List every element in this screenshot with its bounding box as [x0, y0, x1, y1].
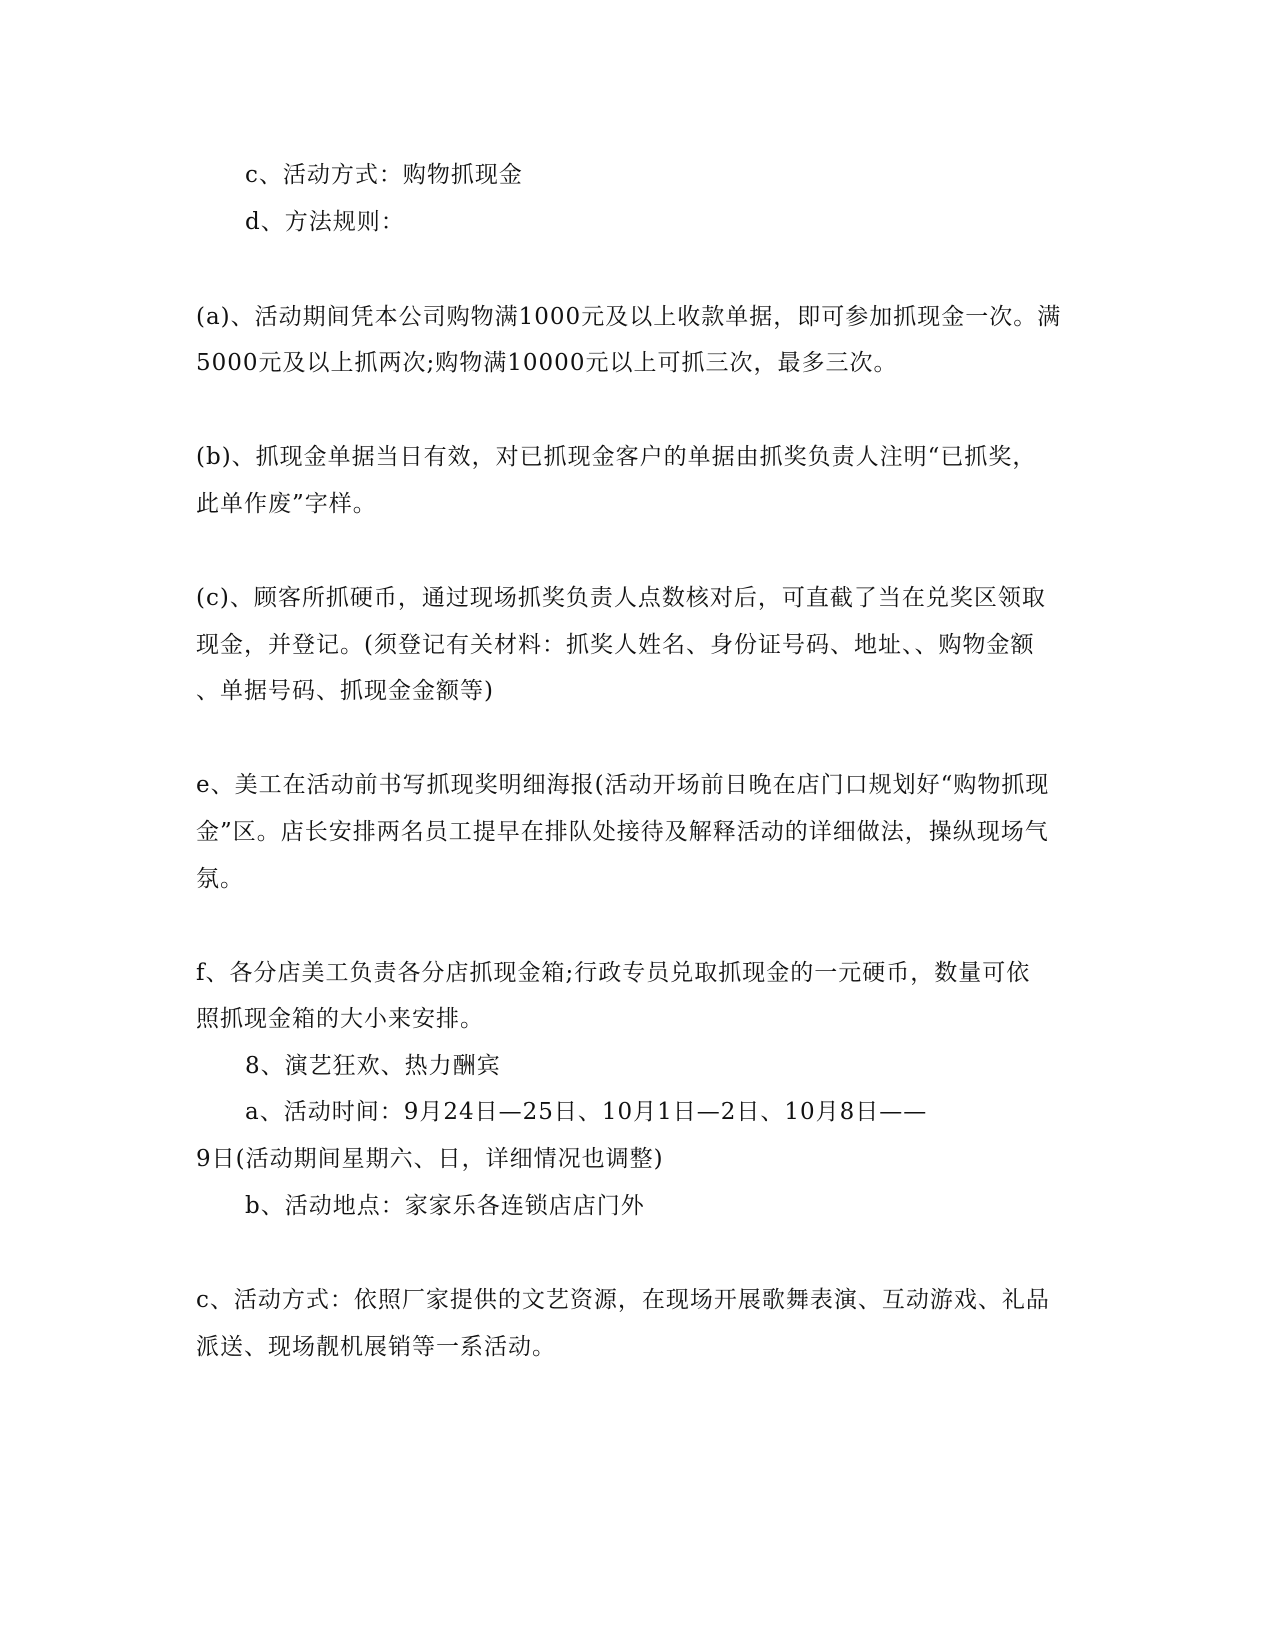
text-line-f-1: f、各分店美工负责各分店抓现金箱;行政专员兑取抓现金的一元硬币，数量可依: [196, 960, 1031, 986]
text-line-8-a2: 9日(活动期间星期六、日，详细情况也调整): [196, 1146, 664, 1172]
text-line-d-rules: d、方法规则：: [245, 209, 405, 235]
text-line-a-2: 5000元及以上抓两次;购物满10000元以上可抓三次，最多三次。: [196, 350, 898, 376]
text-line-c-method: c、活动方式：购物抓现金: [245, 162, 523, 188]
text-line-8-a: a、活动时间：9月24日—25日、10月1日—2日、10月8日——: [245, 1099, 928, 1125]
text-line-e-1: e、美工在活动前书写抓现奖明细海报(活动开场前日晚在店门口规划好“购物抓现: [196, 772, 1050, 798]
text-line-f-2: 照抓现金箱的大小来安排。: [196, 1006, 484, 1032]
text-line-8-b: b、活动地点：家家乐各连锁店店门外: [245, 1193, 645, 1219]
text-line-b-1: (b)、抓现金单据当日有效，对已抓现金客户的单据由抓奖负责人注明“已抓奖，: [196, 444, 1037, 470]
text-line-c-1: (c)、顾客所抓硬币，通过现场抓奖负责人点数核对后，可直截了当在兑奖区领取: [196, 585, 1046, 611]
text-line-a-1: (a)、活动期间凭本公司购物满1000元及以上收款单据，即可参加抓现金一次。满: [196, 304, 1062, 330]
text-line-8-c1: c、活动方式：依照厂家提供的文艺资源，在现场开展歌舞表演、互动游戏、礼品: [196, 1287, 1050, 1313]
text-line-c-2: 现金，并登记。(须登记有关材料：抓奖人姓名、身份证号码、地址、、购物金额: [196, 632, 1035, 658]
text-line-8-c2: 派送、现场靓机展销等一系活动。: [196, 1334, 556, 1360]
text-line-e-3: 氛。: [196, 866, 244, 892]
text-line-b-2: 此单作废”字样。: [196, 491, 377, 517]
text-line-e-2: 金”区。店长安排两名员工提早在排队处接待及解释活动的详细做法，操纵现场气: [196, 819, 1049, 845]
section-heading-8: 8、演艺狂欢、热力酬宾: [245, 1053, 501, 1079]
text-line-c-3: 、单据号码、抓现金金额等): [196, 678, 494, 704]
